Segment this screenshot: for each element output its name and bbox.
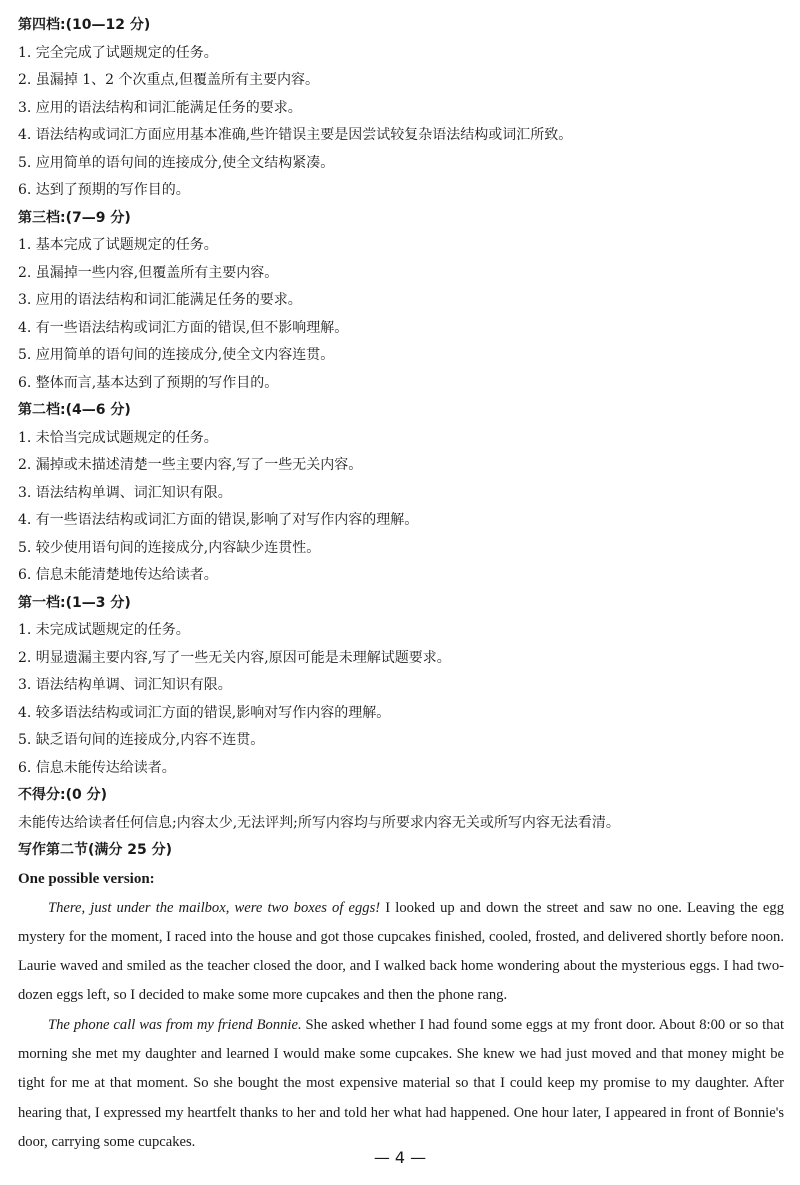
grade-2-item-6: 6. 信息未能清楚地传达给读者。 bbox=[18, 567, 218, 583]
essay-paragraph-2-body: She asked whether I had found some eggs at my front door. About 8:00 or so that morning she met my daughter and learned I would make some cupcakes. She knew we had just moved and that money might be tight for me at that moment. So she bought the most expensive material so that I could keep my promise to my daughter. After hearing that, I expressed my heartfelt thanks to her and told her what had happened. One hour later, I appeared in front of Bonnie's door, carrying some cupcakes. bbox=[18, 1016, 784, 1150]
grade-3-item-2: 2. 虽漏掉一些内容,但覆盖所有主要内容。 bbox=[18, 264, 279, 281]
grade-heading-1: 第一档:(1—3 分) bbox=[18, 594, 131, 611]
essay-paragraph-2 bbox=[18, 1011, 784, 1157]
grade-heading-4: 第四档:(10—12 分) bbox=[18, 17, 151, 33]
grade-2-item-3: 3. 语法结构单调、词汇知识有限。 bbox=[18, 484, 232, 501]
grade-4-item-1: 1. 完全完成了试题规定的任务。 bbox=[18, 44, 218, 61]
grade-1-item-5: 5. 缺乏语句间的连接成分,内容不连贯。 bbox=[18, 732, 265, 748]
grade-1-item-4: 4. 较多语法结构或词汇方面的错误,影响对写作内容的理解。 bbox=[18, 704, 391, 721]
essay-paragraph-2-opening: The phone call was from my friend Bonnie. bbox=[48, 1016, 302, 1033]
grade-2-item-1: 1. 未恰当完成试题规定的任务。 bbox=[18, 429, 218, 446]
document-page bbox=[18, 12, 784, 1157]
grade-0-item-1: 未能传达给读者任何信息;内容太少,无法评判;所写内容均与所要求内容无关或所写内容无法看清。 bbox=[18, 814, 620, 831]
grade-4-item-6: 6. 达到了预期的写作目的。 bbox=[18, 182, 190, 198]
grade-1-item-6: 6. 信息未能传达给读者。 bbox=[18, 759, 176, 776]
grade-2-item-4: 4. 有一些语法结构或词汇方面的错误,影响了对写作内容的理解。 bbox=[18, 512, 419, 528]
grade-heading-2: 第二档:(4—6 分) bbox=[18, 402, 131, 418]
grade-4-item-3: 3. 应用的语法结构和词汇能满足任务的要求。 bbox=[18, 99, 302, 116]
section-2-heading: 写作第二节(满分 25 分) bbox=[18, 842, 173, 858]
grade-4-item-2: 2. 虽漏掉 1、2 个次重点,但覆盖所有主要内容。 bbox=[18, 72, 319, 88]
essay-paragraph-1-opening: There, just under the mailbox, were two boxes of eggs! bbox=[48, 899, 381, 916]
grade-1-item-2: 2. 明显遗漏主要内容,写了一些无关内容,原因可能是未理解试题要求。 bbox=[18, 649, 451, 666]
grade-1-item-1: 1. 未完成试题规定的任务。 bbox=[18, 622, 190, 638]
version-label: One possible version: bbox=[18, 870, 155, 887]
grade-heading-3: 第三档:(7—9 分) bbox=[18, 209, 131, 226]
essay-paragraph-1-body: I looked up and down the street and saw no one. Leaving the egg mystery for the moment, I raced into the house and got those cupcakes finished, cooled, frosted, and delivered shortly before noon. Laurie waved and smiled as the teacher closed the door, and I walked back home wondering about the mysterious eggs. I had two-dozen eggs left, so I decided to make some more cupcakes and then the phone rang. bbox=[18, 899, 784, 1004]
grade-3-item-1: 1. 基本完成了试题规定的任务。 bbox=[18, 237, 218, 253]
grade-2-item-5: 5. 较少使用语句间的连接成分,内容缺少连贯性。 bbox=[18, 539, 321, 556]
grade-1-item-3: 3. 语法结构单调、词汇知识有限。 bbox=[18, 677, 232, 693]
grade-3-item-3: 3. 应用的语法结构和词汇能满足任务的要求。 bbox=[18, 292, 302, 308]
essay-paragraph-1 bbox=[18, 894, 784, 1011]
grade-3-item-5: 5. 应用简单的语句间的连接成分,使全文内容连贯。 bbox=[18, 347, 335, 363]
grade-3-item-4: 4. 有一些语法结构或词汇方面的错误,但不影响理解。 bbox=[18, 319, 349, 336]
grade-3-item-6: 6. 整体而言,基本达到了预期的写作目的。 bbox=[18, 374, 279, 391]
grade-2-item-2: 2. 漏掉或未描述清楚一些主要内容,写了一些无关内容。 bbox=[18, 457, 363, 473]
grade-4-item-5: 5. 应用简单的语句间的连接成分,使全文结构紧凑。 bbox=[18, 154, 335, 171]
page-number: — 4 — bbox=[373, 1148, 427, 1167]
grade-heading-0: 不得分:(0 分) bbox=[18, 787, 108, 803]
grade-4-item-4: 4. 语法结构或词汇方面应用基本准确,些许错误主要是因尝试较复杂语法结构或词汇所致。 bbox=[18, 127, 573, 143]
